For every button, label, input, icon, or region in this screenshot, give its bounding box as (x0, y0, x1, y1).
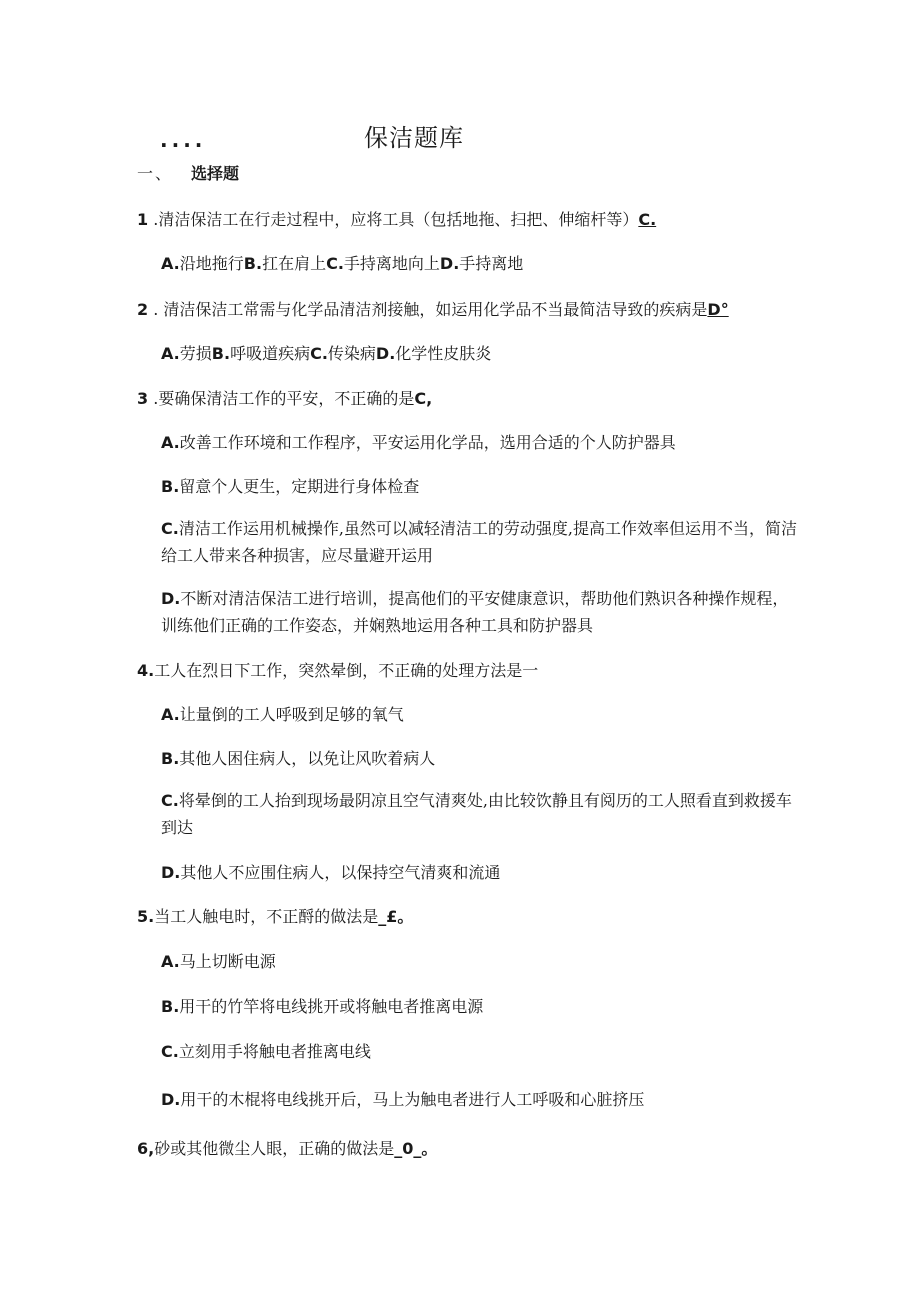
section-number: 一、 (137, 164, 174, 183)
option-letter: D. (161, 1090, 181, 1109)
question-number: 1 (137, 210, 149, 229)
question-text: . 清洁保洁工常需与化学品清洁剂接触，如运用化学品不当最简洁导致的疾病是 (148, 300, 708, 319)
option-row (161, 474, 419, 497)
question-number: 6, (137, 1139, 155, 1158)
option-row (161, 994, 483, 1017)
option-letter: D. (161, 589, 181, 608)
option-text: 沿地拖行 (179, 254, 244, 273)
option-row (161, 746, 435, 769)
header-dots: .... (160, 128, 207, 152)
option-text: 留意个人更生，定期进行身体检查 (179, 477, 420, 496)
question-2 (137, 297, 729, 320)
question-4 (137, 658, 538, 681)
question-3 (137, 386, 432, 409)
option-letter: B. (161, 477, 180, 496)
option-row (161, 585, 801, 639)
option-letter: C. (310, 344, 328, 363)
option-letter: A. (161, 254, 180, 273)
option-letter: A. (161, 952, 180, 971)
option-row (161, 515, 801, 569)
page-title: 保洁题库 (364, 124, 464, 152)
question-answer: _£。 (378, 907, 414, 926)
question-text: 当工人触电时，不正酹的做法是 (154, 907, 379, 926)
question-answer: C, (414, 389, 433, 408)
option-letter: D. (375, 344, 396, 363)
question-1-options (161, 251, 523, 274)
option-letter: C. (326, 254, 344, 273)
question-answer: D° (707, 300, 729, 319)
question-6 (137, 1136, 437, 1159)
option-text: 让量倒的工人呼吸到足够的氧气 (179, 705, 404, 724)
option-letter: C. (161, 519, 179, 538)
option-row (161, 787, 801, 841)
option-text: 改善工作环境和工作程序，平安运用化学品，选用合适的个人防护器具 (179, 433, 676, 452)
option-letter: B. (161, 997, 180, 1016)
option-text: 立刻用手将触电者推离电线 (178, 1042, 371, 1061)
option-text: 不断对清洁保洁工进行培训，提高他们的平安健康意识，帮助他们熟识各种操作规程，训练他们正确的工作姿态，并娴熟地运用各种工具和防护器具 (161, 589, 789, 635)
question-number: 2 (137, 300, 149, 319)
question-5 (137, 904, 413, 927)
question-text: 工人在烈日下工作，突然晕倒，不正确的处理方法是一 (154, 661, 539, 680)
section-label: 选择题 (191, 164, 240, 183)
option-letter: D. (439, 254, 460, 273)
option-row (161, 860, 500, 883)
question-text: .清洁保洁工在行走过程中，应将工具（包括地拖、扫把、伸缩杆等） (148, 210, 639, 229)
question-number: 4. (137, 661, 155, 680)
option-letter: A. (161, 705, 180, 724)
option-letter: A. (161, 433, 180, 452)
option-row (161, 430, 676, 453)
option-letter: B. (211, 344, 231, 363)
question-text: 砂或其他微尘人眼，正确的做法是 (154, 1139, 395, 1158)
option-text: 其他人困住病人，以免让风吹着病人 (179, 749, 436, 768)
option-text: 用干的木棍将电线挑开后，马上为触电者进行人工呼吸和心脏挤压 (180, 1090, 645, 1109)
option-text: 手持离地 (459, 254, 524, 273)
option-text: 将晕倒的工人抬到现场最阴凉且空气清爽处,由比较饮静且有阅历的工人照看直到救援车到达 (161, 791, 792, 837)
option-row (161, 949, 276, 972)
option-letter: C. (161, 1042, 179, 1061)
question-2-options (161, 341, 491, 364)
option-letter: C. (161, 791, 179, 810)
option-text: 手持离地向上 (343, 254, 440, 273)
option-letter: B. (161, 749, 180, 768)
option-text: 呼吸道疾病 (230, 344, 311, 363)
section-heading (137, 161, 239, 184)
question-text: .要确保清洁工作的平安，不正确的是 (148, 389, 415, 408)
question-answer: _0_。 (394, 1139, 438, 1158)
question-number: 3 (137, 389, 149, 408)
option-text: 用干的竹竿将电线挑开或将触电者推离电源 (179, 997, 484, 1016)
question-number: 5. (137, 907, 155, 926)
option-text: 传染病 (327, 344, 376, 363)
option-text: 劳损 (179, 344, 212, 363)
option-text: 清洁工作运用机械操作,虽然可以减轻清洁工的劳动强度,提高工作效率但运用不当，简洁给工人带来各种损害，应尽量避开运用 (161, 519, 798, 565)
option-row (161, 702, 404, 725)
option-row (161, 1087, 644, 1110)
option-letter: D. (161, 863, 181, 882)
option-letter: B. (243, 254, 263, 273)
option-text: 其他人不应围住病人，以保持空气清爽和流通 (180, 863, 501, 882)
option-letter: A. (161, 344, 180, 363)
option-row (161, 1039, 371, 1062)
option-text: 马上切断电源 (179, 952, 276, 971)
option-text: 化学性皮肤炎 (395, 344, 492, 363)
question-1 (137, 207, 656, 230)
question-answer: C. (638, 210, 657, 229)
option-text: 扛在肩上 (262, 254, 327, 273)
